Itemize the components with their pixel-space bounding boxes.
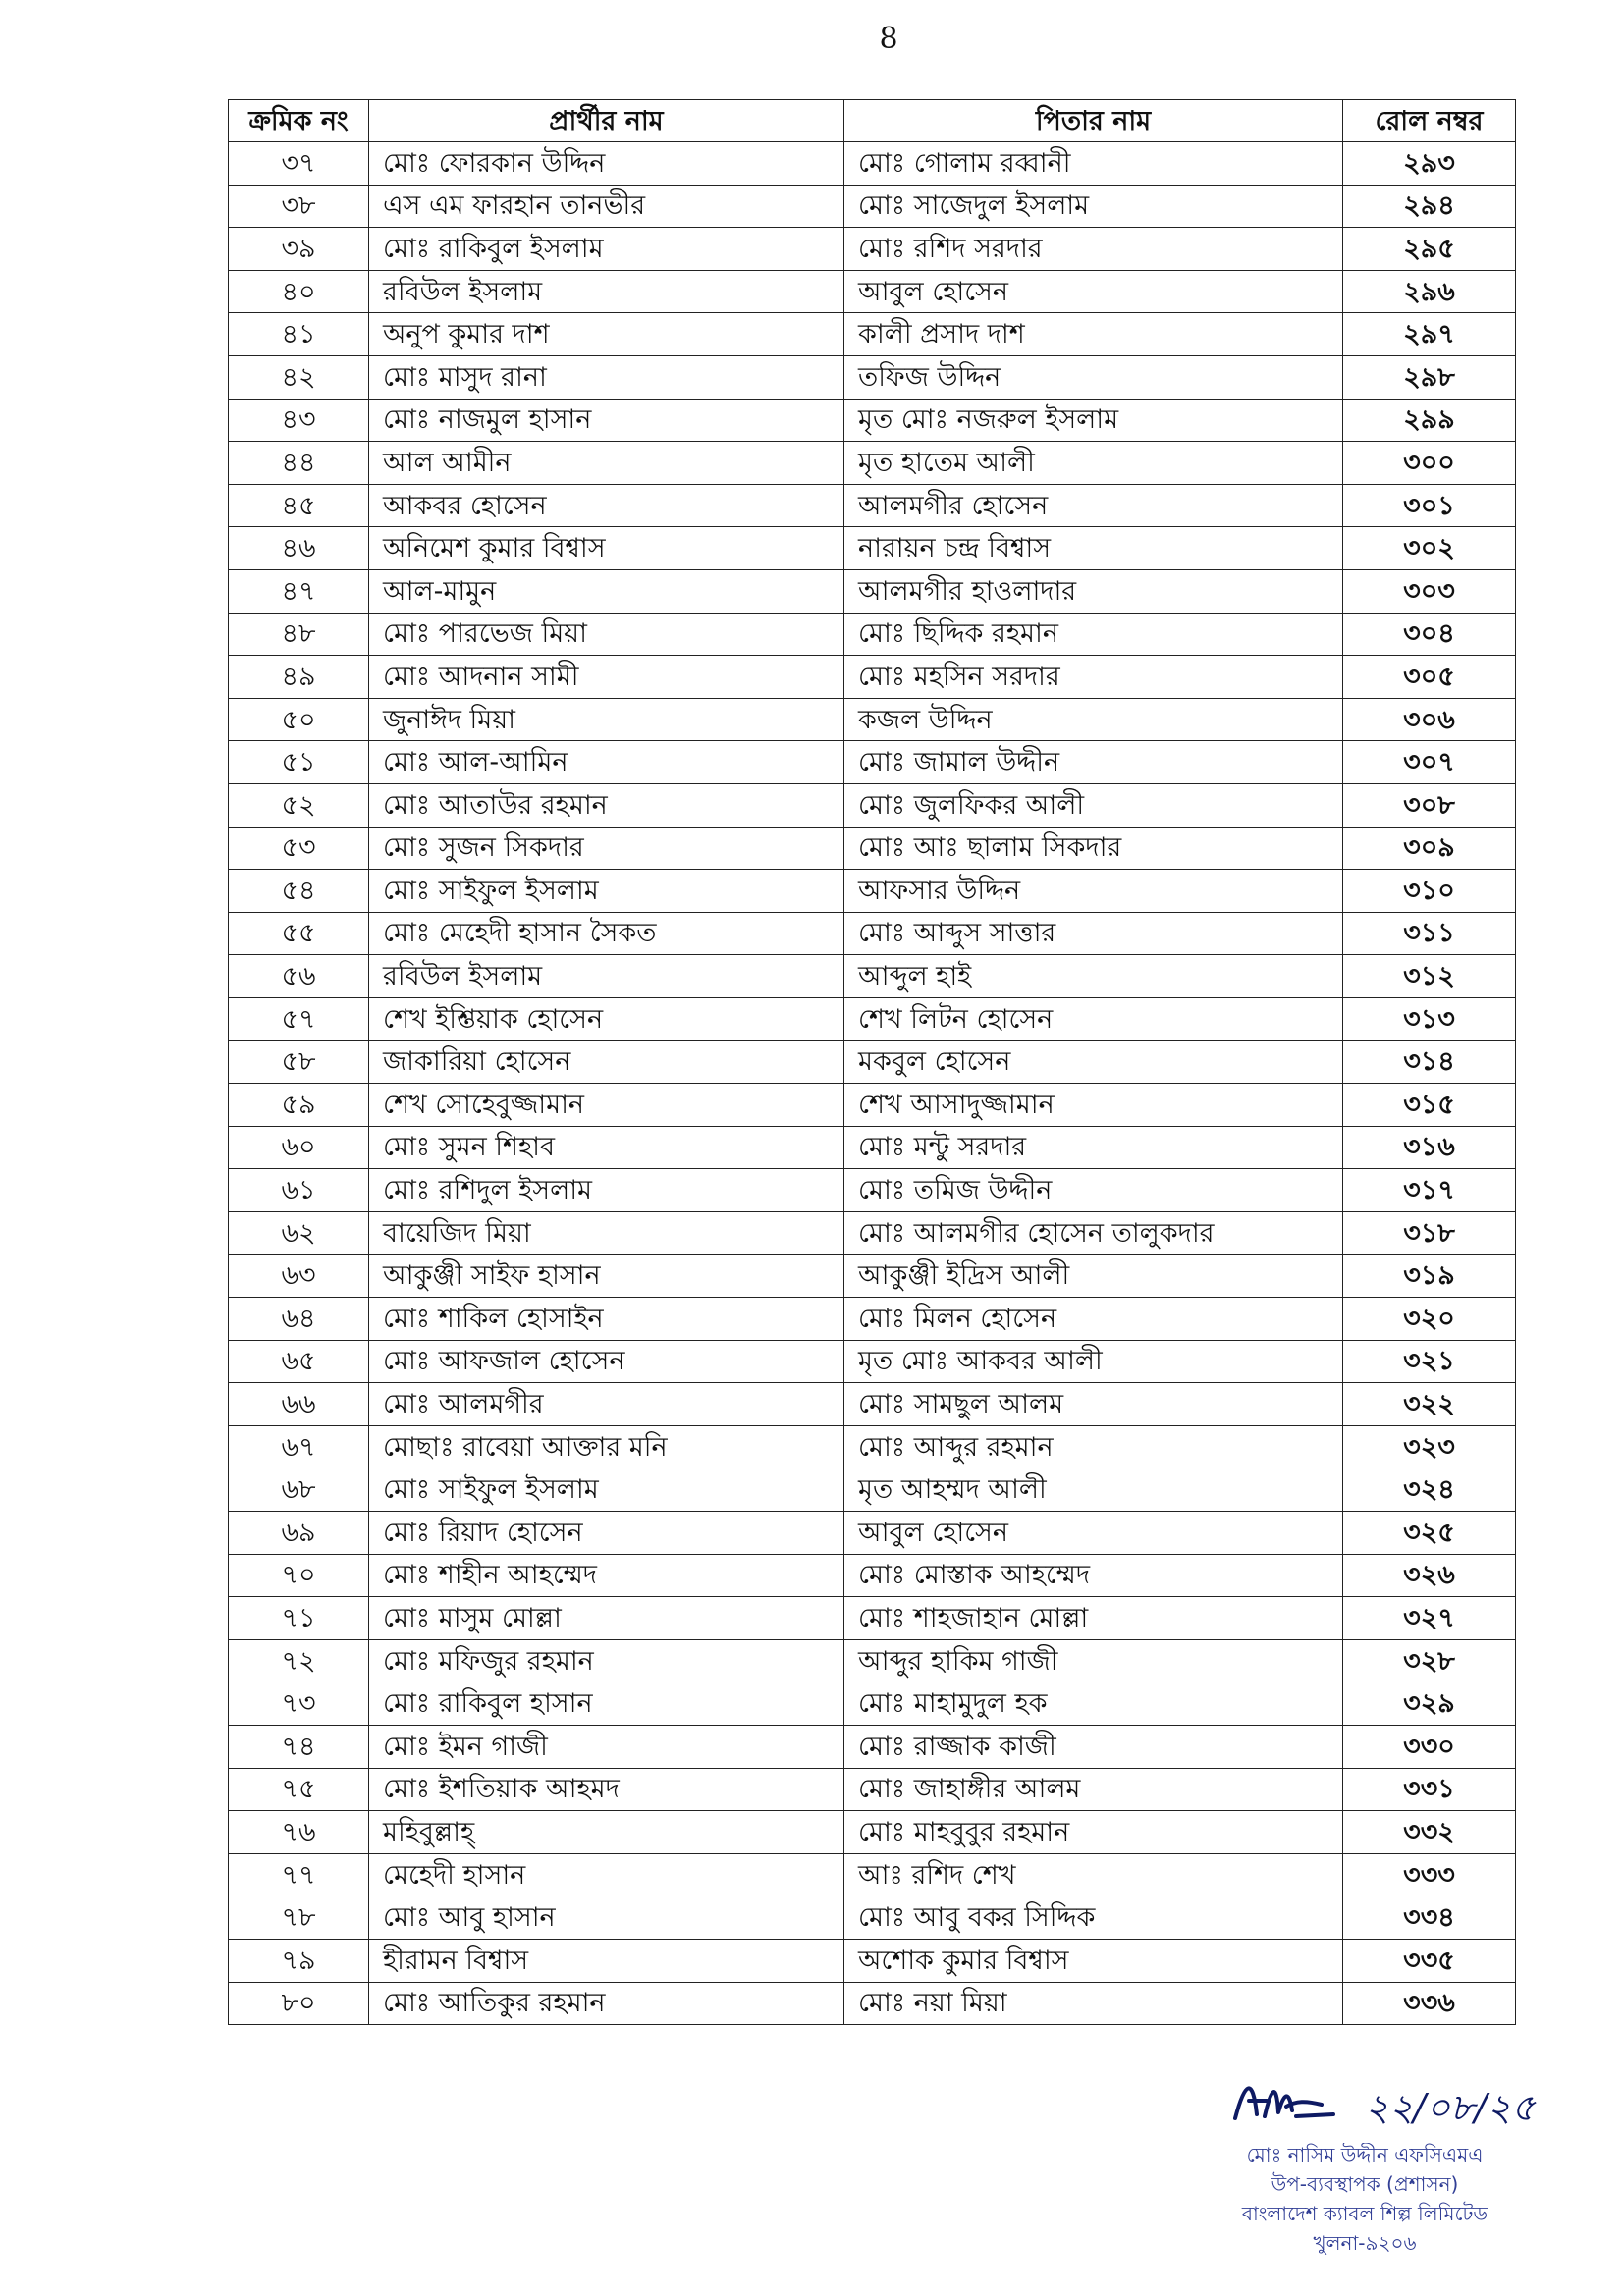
candidate-name-cell: মেহেদী হাসান	[369, 1853, 844, 1896]
table-row	[229, 1982, 1516, 2025]
roll-number-cell: ৩০১	[1343, 484, 1516, 527]
roll-number-cell: ৩১৪	[1343, 1041, 1516, 1084]
father-name-cell: মোঃ ছিদ্দিক রহমান	[844, 613, 1343, 656]
serial-cell: ৫৪	[229, 870, 369, 913]
father-name-cell: আঃ রশিদ শেখ	[844, 1853, 1343, 1896]
father-name-cell: মোঃ সাজেদুল ইসলাম	[844, 185, 1343, 228]
official-stamp	[1168, 2140, 1561, 2258]
candidate-name-cell: জাকারিয়া হোসেন	[369, 1041, 844, 1084]
serial-cell: ৫০	[229, 698, 369, 741]
candidate-name-cell: শেখ ইশ্তিয়াক হোসেন	[369, 997, 844, 1041]
roll-number-cell: ৩০০	[1343, 442, 1516, 485]
roll-number-cell: ২৯৫	[1343, 228, 1516, 271]
candidate-name-cell: আল আমীন	[369, 442, 844, 485]
table-row	[229, 997, 1516, 1041]
roll-number-cell: ৩২০	[1343, 1298, 1516, 1341]
table-row	[229, 1811, 1516, 1854]
roll-number-cell: ৩২৮	[1343, 1639, 1516, 1682]
roll-number-cell: ৩১৩	[1343, 997, 1516, 1041]
father-name-cell: আব্দুর হাকিম গাজী	[844, 1639, 1343, 1682]
serial-cell: ৪৯	[229, 656, 369, 699]
father-name-cell: মোঃ নয়া মিয়া	[844, 1982, 1343, 2025]
serial-cell: ৬২	[229, 1211, 369, 1255]
table-row	[229, 1853, 1516, 1896]
father-name-cell: মৃত হাতেম আলী	[844, 442, 1343, 485]
father-name-cell: মোঃ জুলফিকর আলী	[844, 783, 1343, 827]
candidate-name-cell: মোঃ মেহেদী হাসান সৈকত	[369, 912, 844, 955]
table-body	[229, 142, 1516, 2025]
father-name-cell: মোঃ মহসিন সরদার	[844, 656, 1343, 699]
serial-cell: ৬৫	[229, 1340, 369, 1383]
father-name-cell: মোঃ তমিজ উদ্দীন	[844, 1169, 1343, 1212]
serial-cell: ৭২	[229, 1639, 369, 1682]
table-row	[229, 1768, 1516, 1811]
roll-number-cell: ৩০৩	[1343, 569, 1516, 613]
serial-cell: ৫৯	[229, 1084, 369, 1127]
roll-number-cell: ৩২২	[1343, 1383, 1516, 1426]
serial-cell: ৫৭	[229, 997, 369, 1041]
serial-cell: ৩৭	[229, 142, 369, 186]
candidate-name-cell: আকুঞ্জী সাইফ হাসান	[369, 1255, 844, 1298]
father-name-cell: মৃত মোঃ আকবর আলী	[844, 1340, 1343, 1383]
candidate-name-cell: বায়েজিদ মিয়া	[369, 1211, 844, 1255]
father-name-cell: আলমগীর হোসেন	[844, 484, 1343, 527]
table-row	[229, 1468, 1516, 1512]
father-name-cell: মোঃ আঃ ছালাম সিকদার	[844, 827, 1343, 870]
roll-number-cell: ৩০৭	[1343, 741, 1516, 784]
table-row	[229, 142, 1516, 186]
candidate-name-cell: মোঃ আতিকুর রহমান	[369, 1982, 844, 2025]
roll-number-cell: ৩৩০	[1343, 1725, 1516, 1768]
candidate-name-cell: মোঃ রশিদুল ইসলাম	[369, 1169, 844, 1212]
roll-number-cell: ৩১০	[1343, 870, 1516, 913]
father-name-cell: আব্দুল হাই	[844, 955, 1343, 998]
table-row	[229, 1126, 1516, 1169]
roll-number-cell: ৩৩৩	[1343, 1853, 1516, 1896]
stamp-line-company: বাংলাদেশ ক্যাবল শিল্প লিমিটেড	[1241, 2202, 1488, 2225]
father-name-cell: মোঃ মন্টু সরদার	[844, 1126, 1343, 1169]
table-row	[229, 1896, 1516, 1940]
table-row	[229, 355, 1516, 399]
roll-number-cell: ২৯৩	[1343, 142, 1516, 186]
serial-cell: ৬৯	[229, 1512, 369, 1555]
serial-cell: ৪৬	[229, 527, 369, 570]
serial-cell: ৫৮	[229, 1041, 369, 1084]
table-row	[229, 1084, 1516, 1127]
signature-block	[1168, 2071, 1561, 2287]
candidate-name-cell: রবিউল ইসলাম	[369, 270, 844, 313]
table-row	[229, 185, 1516, 228]
table-row	[229, 1255, 1516, 1298]
table-row	[229, 870, 1516, 913]
candidate-name-cell: মোঃ মফিজুর রহমান	[369, 1639, 844, 1682]
candidate-name-cell: মোঃ ইশতিয়াক আহমদ	[369, 1768, 844, 1811]
candidate-name-cell: মোঃ সুমন শিহাব	[369, 1126, 844, 1169]
father-name-cell: মোঃ মিলন হোসেন	[844, 1298, 1343, 1341]
father-name-cell: মোঃ রশিদ সরদার	[844, 228, 1343, 271]
stamp-line-designation: উপ-ব্যবস্থাপক (প্রশাসন)	[1271, 2172, 1459, 2196]
table-row	[229, 1211, 1516, 1255]
serial-cell: ৬৮	[229, 1468, 369, 1512]
serial-cell: ৭৮	[229, 1896, 369, 1940]
candidate-name-cell: মোঃ সুজন সিকদার	[369, 827, 844, 870]
serial-cell: ৭৩	[229, 1682, 369, 1726]
table-row	[229, 698, 1516, 741]
candidate-name-cell: আল-মামুন	[369, 569, 844, 613]
roll-number-cell: ৩৩৬	[1343, 1982, 1516, 2025]
father-name-cell: আবুল হোসেন	[844, 1512, 1343, 1555]
candidate-name-cell: মহিবুল্লাহ্	[369, 1811, 844, 1854]
candidate-name-cell: মোঃ রাকিবুল ইসলাম	[369, 228, 844, 271]
roll-number-cell: ২৯৭	[1343, 313, 1516, 356]
candidate-name-cell: মোঃ আবু হাসান	[369, 1896, 844, 1940]
roll-number-cell: ৩১৫	[1343, 1084, 1516, 1127]
serial-column-header: ক্রমিক নং	[229, 100, 369, 142]
candidate-name-cell: মোছাঃ রাবেয়া আক্তার মনি	[369, 1425, 844, 1468]
candidate-name-cell: জুনাঈদ মিয়া	[369, 698, 844, 741]
father-name-cell: তফিজ উদ্দিন	[844, 355, 1343, 399]
table-row	[229, 1383, 1516, 1426]
candidate-name-cell: এস এম ফারহান তানভীর	[369, 185, 844, 228]
serial-cell: ৫২	[229, 783, 369, 827]
father-name-cell: মোঃ আবু বকর সিদ্দিক	[844, 1896, 1343, 1940]
candidate-name-cell: মোঃ সাইফুল ইসলাম	[369, 1468, 844, 1512]
signature-date: ২২/০৮/২৫	[1365, 2086, 1536, 2129]
serial-cell: ৪২	[229, 355, 369, 399]
candidate-name-cell: মোঃ আলমগীর	[369, 1383, 844, 1426]
serial-cell: ৭০	[229, 1554, 369, 1597]
candidate-name-cell: অনুপ কুমার দাশ	[369, 313, 844, 356]
father-name-cell: মৃত মোঃ নজরুল ইসলাম	[844, 399, 1343, 442]
table-row	[229, 484, 1516, 527]
serial-cell: ৬৭	[229, 1425, 369, 1468]
serial-cell: ৪০	[229, 270, 369, 313]
serial-cell: ৫১	[229, 741, 369, 784]
candidate-name-cell: মোঃ মাসুদ রানা	[369, 355, 844, 399]
roll-number-cell: ৩০৪	[1343, 613, 1516, 656]
table-row	[229, 442, 1516, 485]
father-name-cell: মোঃ আব্দুস সাত্তার	[844, 912, 1343, 955]
page-number: 8	[879, 22, 898, 56]
father-name-cell: মোঃ গোলাম রব্বানী	[844, 142, 1343, 186]
table-row	[229, 228, 1516, 271]
table-row	[229, 1340, 1516, 1383]
father-name-cell: কজল উদ্দিন	[844, 698, 1343, 741]
father-name-cell: আফসার উদ্দিন	[844, 870, 1343, 913]
candidate-name-cell: মোঃ ইমন গাজী	[369, 1725, 844, 1768]
table-row	[229, 527, 1516, 570]
father-name-cell: আবুল হোসেন	[844, 270, 1343, 313]
table-row	[229, 741, 1516, 784]
roll-number-cell: ৩৩৫	[1343, 1939, 1516, 1982]
candidate-roll-table	[228, 99, 1516, 2025]
serial-cell: ৫৫	[229, 912, 369, 955]
table-row	[229, 270, 1516, 313]
candidate-name-cell: মোঃ শাকিল হোসাইন	[369, 1298, 844, 1341]
roll-number-cell: ৩৩৪	[1343, 1896, 1516, 1940]
table-row	[229, 783, 1516, 827]
candidate-name-cell: মোঃ রাকিবুল হাসান	[369, 1682, 844, 1726]
father-name-cell: মোঃ শাহজাহান মোল্লা	[844, 1597, 1343, 1640]
candidate-name-cell: আকবর হোসেন	[369, 484, 844, 527]
father-name-cell: মোঃ রাজ্জাক কাজী	[844, 1725, 1343, 1768]
table-row	[229, 569, 1516, 613]
roll-number-cell: ৩২৪	[1343, 1468, 1516, 1512]
serial-cell: ৪৭	[229, 569, 369, 613]
father-name-cell: কালী প্রসাদ দাশ	[844, 313, 1343, 356]
table-row	[229, 1639, 1516, 1682]
stamp-line-name: মোঃ নাসিম উদ্দীন এফসিএমএ	[1246, 2143, 1484, 2166]
candidate-name-cell: মোঃ আতাউর রহমান	[369, 783, 844, 827]
father-name-cell: মৃত আহম্মদ আলী	[844, 1468, 1343, 1512]
serial-cell: ৪১	[229, 313, 369, 356]
serial-cell: ৩৯	[229, 228, 369, 271]
table-row	[229, 912, 1516, 955]
candidate-name-cell: শেখ সোহেবুজ্জামান	[369, 1084, 844, 1127]
serial-cell: ৪৩	[229, 399, 369, 442]
serial-cell: ৬৪	[229, 1298, 369, 1341]
candidate-name-cell: মোঃ আফজাল হোসেন	[369, 1340, 844, 1383]
serial-cell: ৪৪	[229, 442, 369, 485]
candidate-name-cell: মোঃ রিয়াদ হোসেন	[369, 1512, 844, 1555]
candidate-name-cell: মোঃ নাজমুল হাসান	[369, 399, 844, 442]
father-name-cell: মোঃ আব্দুর রহমান	[844, 1425, 1343, 1468]
candidate-name-cell: মোঃ ফোরকান উদ্দিন	[369, 142, 844, 186]
father-name-cell: মকবুল হোসেন	[844, 1041, 1343, 1084]
roll-number-cell: ৩২৫	[1343, 1512, 1516, 1555]
father-name-cell: শেখ আসাদুজ্জামান	[844, 1084, 1343, 1127]
candidate-name-column-header: প্রার্থীর নাম	[369, 100, 844, 142]
father-name-column-header: পিতার নাম	[844, 100, 1343, 142]
table-row	[229, 1169, 1516, 1212]
roll-number-cell: ২৯৮	[1343, 355, 1516, 399]
table-row	[229, 1725, 1516, 1768]
father-name-cell: মোঃ মাহবুবুর রহমান	[844, 1811, 1343, 1854]
roll-number-cell: ৩১৮	[1343, 1211, 1516, 1255]
roll-number-cell: ৩১৯	[1343, 1255, 1516, 1298]
roll-number-column-header: রোল নম্বর	[1343, 100, 1516, 142]
roll-number-cell: ৩০৮	[1343, 783, 1516, 827]
table-row	[229, 1682, 1516, 1726]
stamp-line-location: খুলনা-৯২০৬	[1313, 2231, 1417, 2255]
serial-cell: ৪৮	[229, 613, 369, 656]
roll-number-cell: ৩০৫	[1343, 656, 1516, 699]
candidate-name-cell: মোঃ সাইফুল ইসলাম	[369, 870, 844, 913]
roll-number-cell: ২৯৯	[1343, 399, 1516, 442]
father-name-cell: মোঃ মোস্তাক আহম্মেদ	[844, 1554, 1343, 1597]
candidate-name-cell: মোঃ আদনান সামী	[369, 656, 844, 699]
roll-number-cell: ৩২৩	[1343, 1425, 1516, 1468]
roll-number-cell: ৩১৬	[1343, 1126, 1516, 1169]
table-header-row	[229, 100, 1516, 142]
roll-number-cell: ৩১১	[1343, 912, 1516, 955]
serial-cell: ৭১	[229, 1597, 369, 1640]
table-row	[229, 313, 1516, 356]
serial-cell: ৩৮	[229, 185, 369, 228]
candidate-name-cell: মোঃ পারভেজ মিয়া	[369, 613, 844, 656]
father-name-cell: আকুঞ্জী ইদ্রিস আলী	[844, 1255, 1343, 1298]
serial-cell: ৬৬	[229, 1383, 369, 1426]
father-name-cell: শেখ লিটন হোসেন	[844, 997, 1343, 1041]
table-header	[229, 100, 1516, 142]
table-row	[229, 399, 1516, 442]
serial-cell: ৬১	[229, 1169, 369, 1212]
serial-cell: ৭৪	[229, 1725, 369, 1768]
roll-number-cell: ৩২১	[1343, 1340, 1516, 1383]
candidate-name-cell: মোঃ মাসুম মোল্লা	[369, 1597, 844, 1640]
father-name-cell: মোঃ জামাল উদ্দীন	[844, 741, 1343, 784]
table-row	[229, 1298, 1516, 1341]
roll-number-cell: ৩৩১	[1343, 1768, 1516, 1811]
father-name-cell: মোঃ আলমগীর হোসেন তালুকদার	[844, 1211, 1343, 1255]
table-row	[229, 827, 1516, 870]
serial-cell: ৬৩	[229, 1255, 369, 1298]
father-name-cell: আলমগীর হাওলাদার	[844, 569, 1343, 613]
table-row	[229, 1554, 1516, 1597]
table-row	[229, 656, 1516, 699]
roll-number-cell: ৩০৯	[1343, 827, 1516, 870]
father-name-cell: নারায়ন চন্দ্র বিশ্বাস	[844, 527, 1343, 570]
table-row	[229, 1597, 1516, 1640]
roll-number-cell: ৩০২	[1343, 527, 1516, 570]
serial-cell: ৫৬	[229, 955, 369, 998]
father-name-cell: মোঃ মাহামুদুল হক	[844, 1682, 1343, 1726]
roll-number-cell: ৩২৭	[1343, 1597, 1516, 1640]
father-name-cell: মোঃ জাহাঙ্গীর আলম	[844, 1768, 1343, 1811]
roll-number-cell: ৩৩২	[1343, 1811, 1516, 1854]
serial-cell: ৭৬	[229, 1811, 369, 1854]
handwritten-signature	[1227, 2071, 1345, 2130]
table-row	[229, 1939, 1516, 1982]
father-name-cell: মোঃ সামছুল আলম	[844, 1383, 1343, 1426]
serial-cell: ৭৯	[229, 1939, 369, 1982]
candidate-name-cell: রবিউল ইসলাম	[369, 955, 844, 998]
candidate-name-cell: অনিমেশ কুমার বিশ্বাস	[369, 527, 844, 570]
roll-number-cell: ৩০৬	[1343, 698, 1516, 741]
serial-cell: ৭৭	[229, 1853, 369, 1896]
table-row	[229, 613, 1516, 656]
roll-number-cell: ২৯৪	[1343, 185, 1516, 228]
serial-cell: ৫৩	[229, 827, 369, 870]
candidate-name-cell: হীরামন বিশ্বাস	[369, 1939, 844, 1982]
table-row	[229, 1425, 1516, 1468]
serial-cell: ৬০	[229, 1126, 369, 1169]
table-row	[229, 1512, 1516, 1555]
father-name-cell: অশোক কুমার বিশ্বাস	[844, 1939, 1343, 1982]
roll-number-cell: ৩১৭	[1343, 1169, 1516, 1212]
roll-number-cell: ৩১২	[1343, 955, 1516, 998]
serial-cell: ৪৫	[229, 484, 369, 527]
roll-number-cell: ২৯৬	[1343, 270, 1516, 313]
serial-cell: ৮০	[229, 1982, 369, 2025]
table-row	[229, 1041, 1516, 1084]
roll-number-cell: ৩২৯	[1343, 1682, 1516, 1726]
table-row	[229, 955, 1516, 998]
serial-cell: ৭৫	[229, 1768, 369, 1811]
candidate-name-cell: মোঃ শাহীন আহম্মেদ	[369, 1554, 844, 1597]
roll-number-cell: ৩২৬	[1343, 1554, 1516, 1597]
candidate-name-cell: মোঃ আল-আমিন	[369, 741, 844, 784]
